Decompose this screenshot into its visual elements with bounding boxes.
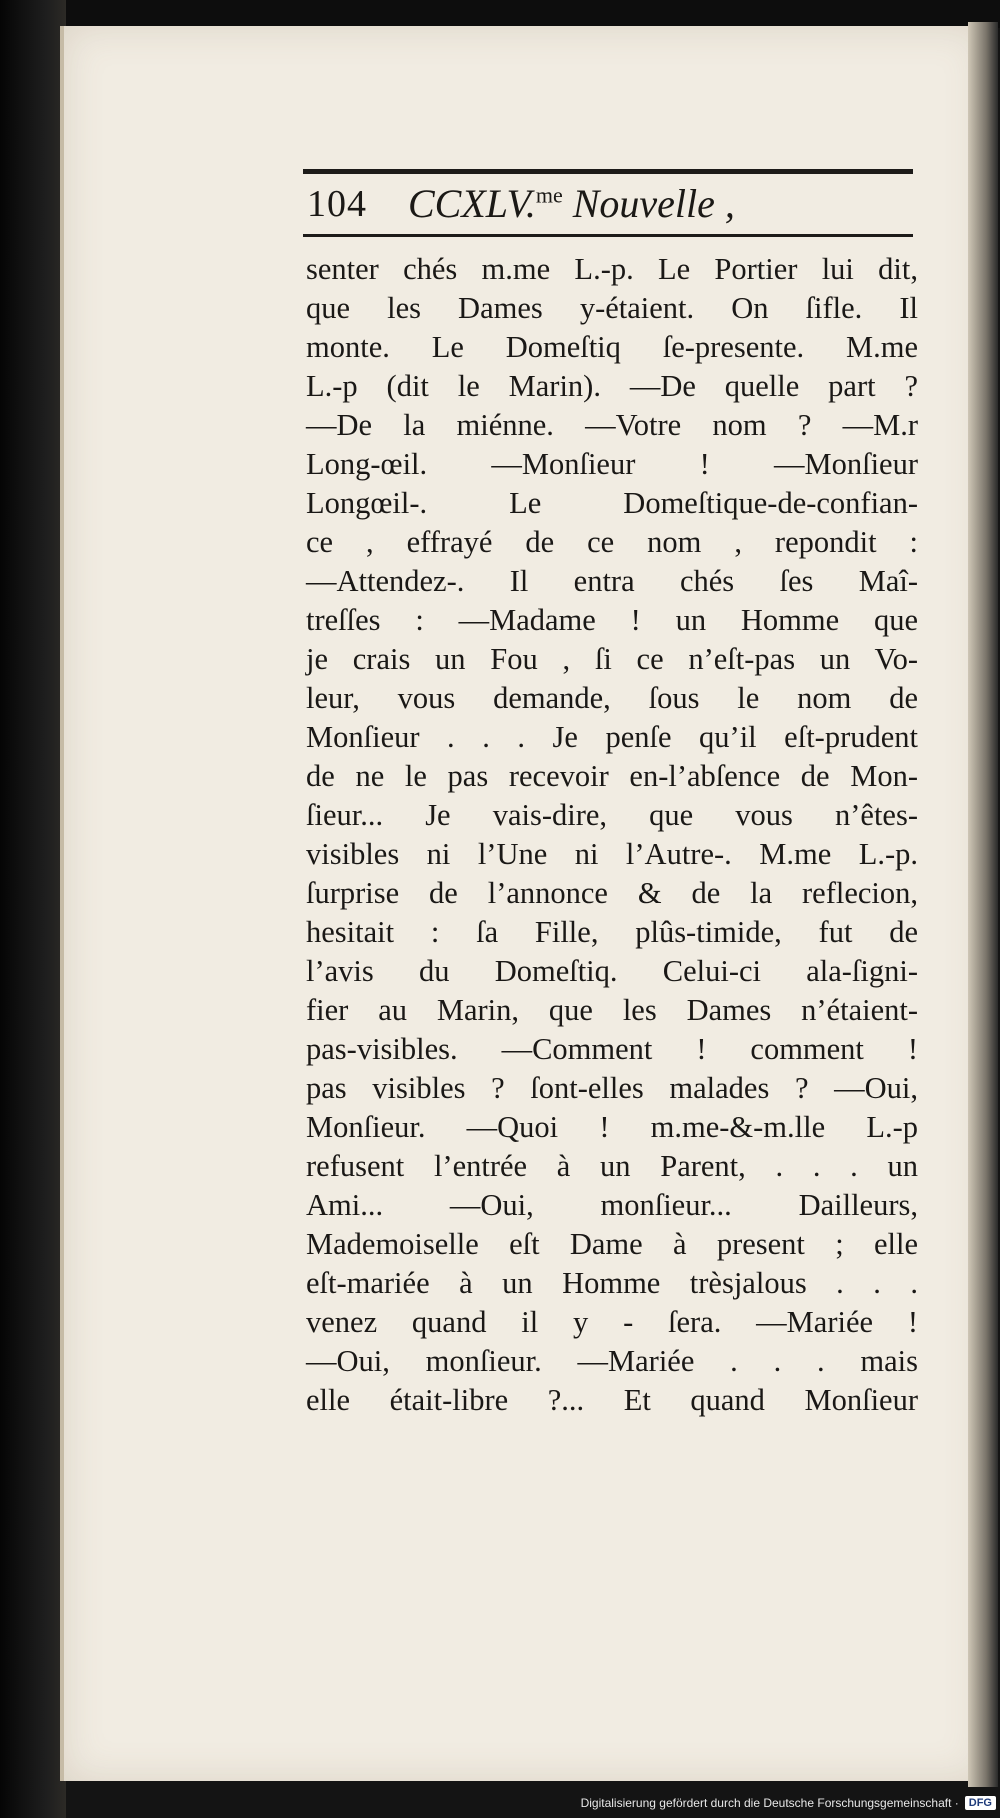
text-line: visibles ni l’Une ni l’Autre-. M.me L.-p. — [306, 837, 918, 871]
text-line: monte. Le Domeſtiq ſe-presente. M.me — [306, 330, 918, 364]
text-line: —Attendez-. Il entra chés ſes Maî- — [306, 564, 918, 598]
header-rule-top — [303, 169, 913, 174]
text-line: Monſieur. —Quoi ! m.me-&-m.lle L.-p — [306, 1110, 918, 1144]
text-line: Ami... —Oui, monſieur... Dailleurs, — [306, 1188, 918, 1222]
text-line: je crais un Fou , ſi ce n’eſt-pas un Vo- — [306, 642, 918, 676]
text-line: l’avis du Domeſtiq. Celui-ci ala-ſigni- — [306, 954, 918, 988]
text-line: ce , effrayé de ce nom , repondit : — [306, 525, 918, 559]
text-line: L.-p (dit le Marin). —De quelle part ? — [306, 369, 918, 403]
page-header — [303, 178, 913, 232]
text-line: senter chés m.me L.-p. Le Portier lui dit, — [306, 252, 918, 286]
scanner-left-edge — [0, 0, 66, 1818]
text-line: ſurprise de l’annonce & de la reflecion, — [306, 876, 918, 910]
text-line: ſieur... Je vais-dire, que vous n’êtes- — [306, 798, 918, 832]
body-text — [306, 250, 918, 1420]
text-line: —De la miénne. —Votre nom ? —M.r — [306, 408, 918, 442]
page-fore-edge — [968, 22, 998, 1787]
text-line: de ne le pas recevoir en-l’abſence de Mon- — [306, 759, 918, 793]
text-line: refusent l’entrée à un Parent, . . . un — [306, 1149, 918, 1183]
running-title-superscript: me — [535, 182, 563, 208]
page-number: 104 — [307, 183, 367, 225]
text-line: hesitait : ſa Fille, plûs-timide, fut de — [306, 915, 918, 949]
running-title-main: CCXLV. — [408, 181, 536, 226]
running-title — [408, 180, 735, 227]
text-line: leur, vous demande, ſous le nom de — [306, 681, 918, 715]
header-rule-bottom — [303, 234, 913, 237]
text-line: Longœil-. Le Domeſtique-de-confian- — [306, 486, 918, 520]
text-line: eſt-mariée à un Homme trèsjalous . . . — [306, 1266, 918, 1300]
scanner-top-edge — [0, 0, 1000, 28]
text-line: elle était-libre ?... Et quand Monſieur — [306, 1383, 918, 1417]
text-line: que les Dames y-étaient. On ſifle. Il — [306, 291, 918, 325]
text-line: Mademoiselle eſt Dame à present ; elle — [306, 1227, 918, 1261]
running-title-rest: Nouvelle , — [562, 181, 735, 226]
footer-credit: Digitalisierung gefördert durch die Deutsche Forschungsgemeinschaft · — [580, 1796, 959, 1810]
dfg-logo: DFG — [965, 1796, 996, 1810]
text-line: Monſieur . . . Je penſe qu’il eſt-prudent — [306, 720, 918, 754]
text-line: pas visibles ? ſont-elles malades ? —Oui, — [306, 1071, 918, 1105]
text-line: pas-visibles. —Comment ! comment ! — [306, 1032, 918, 1066]
text-line: —Oui, monſieur. —Mariée . . . mais — [306, 1344, 918, 1378]
digitization-footer — [581, 1792, 996, 1814]
text-line: Long-œil. —Monſieur ! —Monſieur — [306, 447, 918, 481]
text-line: fier au Marin, que les Dames n’étaient- — [306, 993, 918, 1027]
text-line: treſſes : —Madame ! un Homme que — [306, 603, 918, 637]
text-line: venez quand il y - ſera. —Mariée ! — [306, 1305, 918, 1339]
